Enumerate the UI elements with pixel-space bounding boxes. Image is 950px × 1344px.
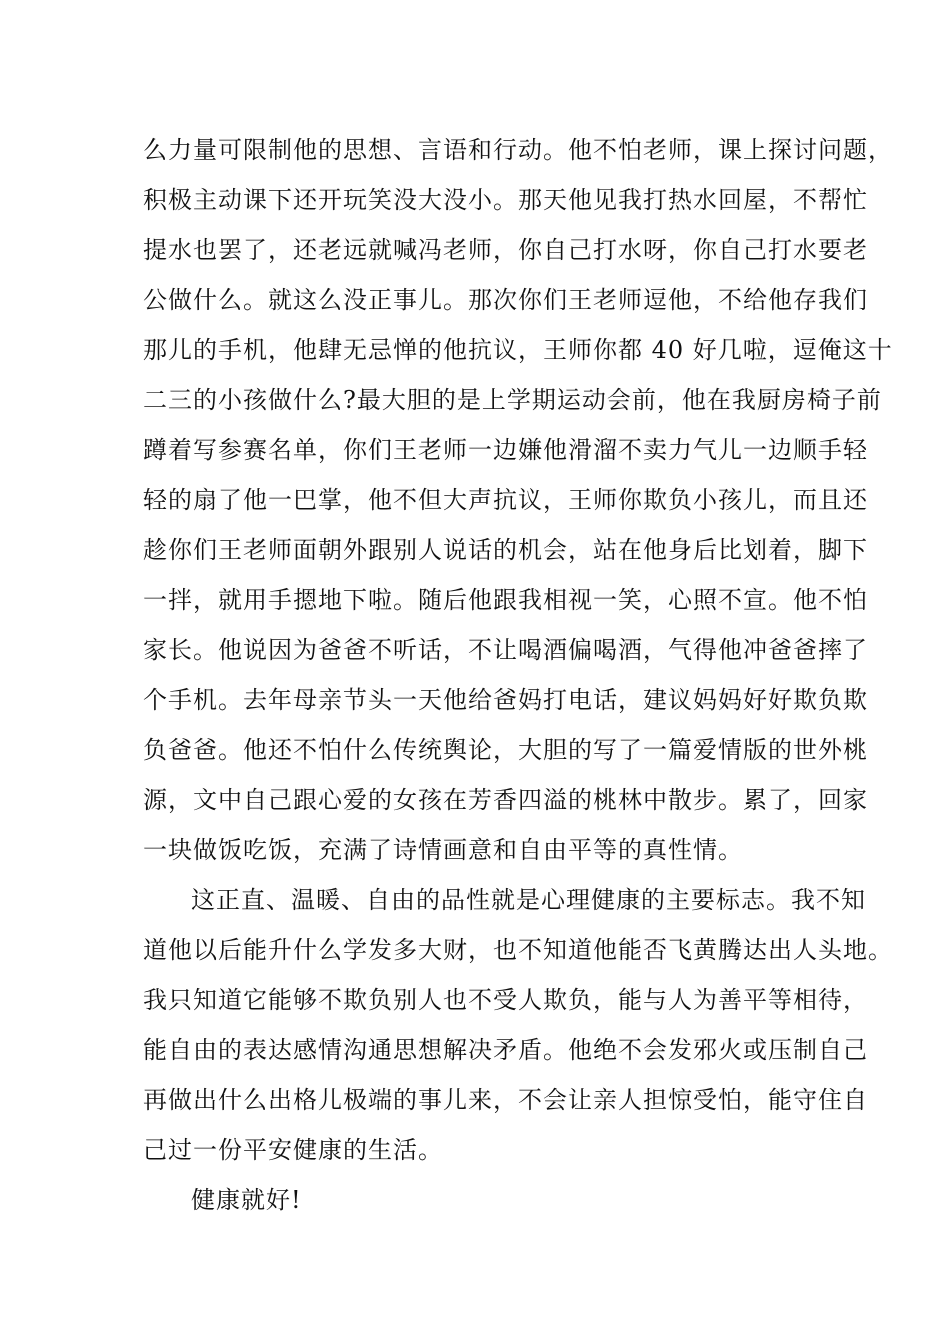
text-line: 源，文中自己跟心爱的女孩在芳香四溢的桃林中散步。累了，回家 xyxy=(143,786,868,814)
text-line: 公做什么。就这么没正事儿。那次你们王老师逗他，不给他存我们 xyxy=(143,286,868,314)
closing-line: 健康就好! xyxy=(191,1186,302,1214)
text-line: 我只知道它能够不欺负别人也不受人欺负，能与人为善平等相待， xyxy=(143,986,868,1014)
body-text xyxy=(143,125,893,1225)
text-line: 那儿的手机，他肆无忌惮的他抗议，王师你都 40 好几啦，逗俺这十 xyxy=(143,336,893,364)
text-line: 积极主动课下还开玩笑没大没小。那天他见我打热水回屋，不帮忙 xyxy=(143,186,868,214)
text-line: 么力量可限制他的思想、言语和行动。他不怕老师，课上探讨问题， xyxy=(143,136,893,164)
text-line: 能自由的表达感情沟通思想解决矛盾。他绝不会发邪火或压制自己 xyxy=(143,1036,868,1064)
text-line: 家长。他说因为爸爸不听话，不让喝酒偏喝酒，气得他冲爸爸摔了 xyxy=(143,636,868,664)
text-line: 己过一份平安健康的生活。 xyxy=(143,1136,443,1164)
text-line: 一块做饭吃饭，充满了诗情画意和自由平等的真性情。 xyxy=(143,836,743,864)
text-line: 负爸爸。他还不怕什么传统舆论，大胆的写了一篇爱情版的世外桃 xyxy=(143,736,868,764)
text-line: 轻的扇了他一巴掌，他不但大声抗议，王师你欺负小孩儿，而且还 xyxy=(143,486,868,514)
text-line: 一拌，就用手摁地下啦。随后他跟我相视一笑，心照不宣。他不怕 xyxy=(143,586,868,614)
text-line: 提水也罢了，还老远就喊冯老师，你自己打水呀，你自己打水要老 xyxy=(143,236,868,264)
text-line: 道他以后能升什么学发多大财，也不知道他能否飞黄腾达出人头地。 xyxy=(143,936,893,964)
text-line: 个手机。去年母亲节头一天他给爸妈打电话，建议妈妈好好欺负欺 xyxy=(143,686,868,714)
text-line: 再做出什么出格儿极端的事儿来，不会让亲人担惊受怕，能守住自 xyxy=(143,1086,868,1114)
text-line: 趁你们王老师面朝外跟别人说话的机会，站在他身后比划着，脚下 xyxy=(143,536,868,564)
text-line: 蹲着写参赛名单，你们王老师一边嫌他滑溜不卖力气儿一边顺手轻 xyxy=(143,436,868,464)
text-line: 二三的小孩做什么?最大胆的是上学期运动会前，他在我厨房椅子前 xyxy=(143,386,882,414)
paragraph-start-line: 这正直、温暖、自由的品性就是心理健康的主要标志。我不知 xyxy=(191,886,866,914)
